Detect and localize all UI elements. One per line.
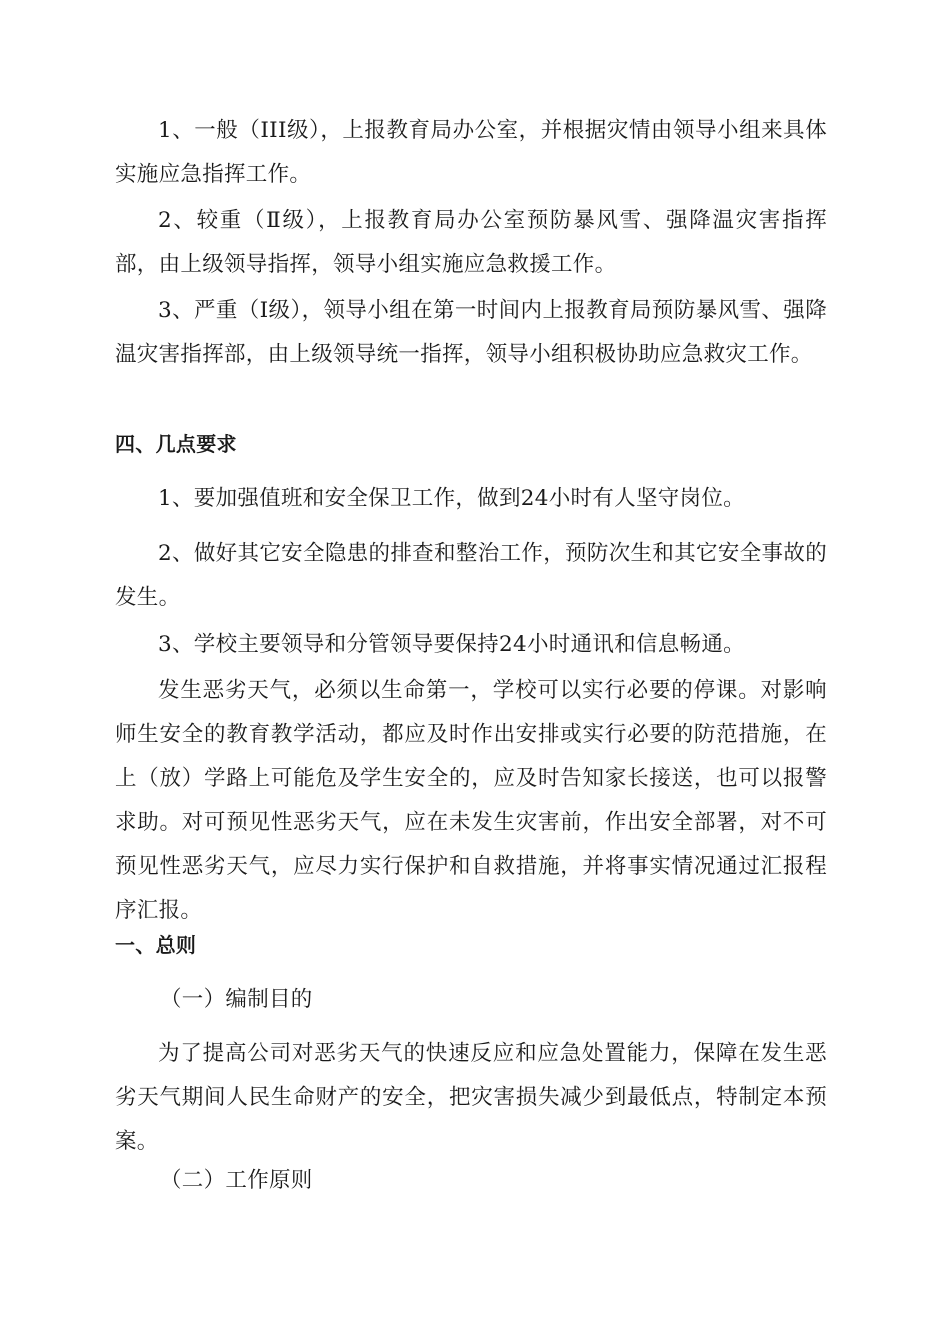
paragraph-level-three: 1、一般（III级），上报教育局办公室，并根据灾情由领导小组来具体实施应急指挥工作。 — [115, 118, 827, 187]
requirement-item-1: 1、要加强值班和安全保卫工作，做到24小时有人坚守岗位。 — [158, 486, 745, 511]
subheading-purpose: （一）编制目的 — [160, 987, 313, 1012]
requirement-item-3: 3、学校主要领导和分管领导要保持24小时通讯和信息畅通。 — [158, 632, 745, 657]
section-heading-general: 一、总则 — [115, 933, 197, 957]
paragraph-level-two: 2、较重（Ⅱ级），上报教育局办公室预防暴风雪、强降温灾害指挥部，由上级领导指挥，领导小组实施应急救援工作。 — [115, 208, 827, 277]
section-heading-requirements: 四、几点要求 — [115, 432, 237, 456]
paragraph-purpose: 为了提高公司对恶劣天气的快速反应和应急处置能力，保障在发生恶劣天气期间人民生命财产的安全，把灾害损失减少到最低点，特制定本预案。 — [115, 1041, 827, 1154]
subheading-principles: （二）工作原则 — [160, 1168, 313, 1193]
paragraph-level-one: 3、严重（Ⅰ级），领导小组在第一时间内上报教育局预防暴风雪、强降温灾害指挥部，由上级领导统一指挥，领导小组积极协助应急救灾工作。 — [115, 298, 827, 367]
requirement-item-2: 2、做好其它安全隐患的排查和整治工作，预防次生和其它安全事故的发生。 — [115, 541, 827, 610]
paragraph-severe-weather: 发生恶劣天气，必须以生命第一，学校可以实行必要的停课。对影响师生安全的教育教学活动，都应及时作出安排或实行必要的防范措施，在上（放）学路上可能危及学生安全的，应及时告知家长接送，也可以报警求助。对可预见性恶劣天气，应在未发生灾害前，作出安全部署，对不可预见性恶劣天气，应尽力实行保护和自救措施，并将事实情况通过汇报程序汇报。 — [115, 678, 827, 923]
